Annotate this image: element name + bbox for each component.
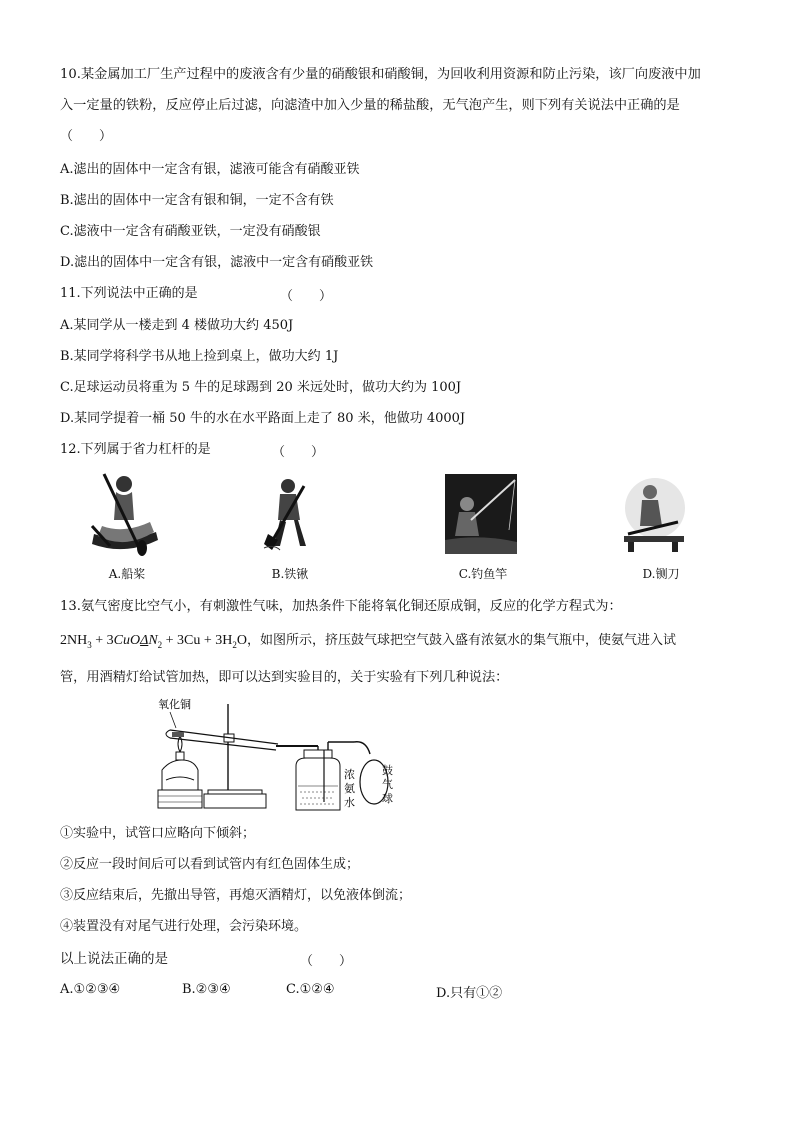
- q12-caption-c: C.钓鱼竿: [458, 567, 508, 581]
- paddle-illustration: [90, 470, 160, 556]
- label-copper-oxide: 氧化铜: [158, 698, 191, 711]
- q12-caption-d: D.铡刀: [642, 567, 680, 581]
- q13-stem-line1: 13.氨气密度比空气小，有刺激性气味，加热条件下能将氧化铜还原成铜，反应的化学方程式为：: [60, 599, 622, 614]
- eq-product-n: N: [148, 633, 158, 648]
- shovel-illustration: [260, 476, 320, 554]
- q13-answer-paren: （ ）: [300, 954, 353, 969]
- q13-statement-1: ①实验中，试管口应略向下倾斜；: [60, 826, 256, 841]
- eq-sub-2a: 2: [157, 639, 163, 650]
- q13-option-c: C.①②④: [286, 982, 335, 997]
- eq-sub-2b: 2: [232, 639, 237, 650]
- q11-option-d: D.某同学提着一桶 50 牛的水在水平路面上走了 80 米，他做功 4000J: [60, 411, 466, 426]
- eq-oxygen: O: [236, 633, 248, 648]
- q13-statement-2: ②反应一段时间后可以看到试管内有红色固体生成；: [60, 857, 360, 872]
- q10-option-a: A.滤出的固体中一定含有银，滤液可能含有硝酸亚铁: [60, 162, 360, 177]
- q10-option-c: C.滤液中一定含有硝酸亚铁，一定没有硝酸银: [60, 224, 321, 239]
- q12-caption-b: B.铁锹: [271, 567, 309, 581]
- q13-option-b: B.②③④: [182, 982, 231, 997]
- apparatus-diagram: [148, 694, 408, 812]
- eq-reactant-cuo: CuO: [113, 633, 141, 648]
- label-bulb-2: 气: [382, 778, 393, 791]
- fishing-rod-illustration: [445, 474, 517, 554]
- q10-stem-line1: 10.某金属加工厂生产过程中的废液含有少量的硝酸银和硝酸铜，为回收利用资源和防止污染，该厂向废液中加: [60, 67, 701, 82]
- eq-reactant-nh3: 2NH: [60, 633, 88, 648]
- q13-chemical-equation: [60, 629, 676, 650]
- q11-option-a: A.某同学从一楼走到 4 楼做功大约 450J: [60, 318, 294, 333]
- label-bulb-3: 球: [382, 792, 393, 805]
- q13-stem-line3: 管，用酒精灯给试管加热，即可以达到实验目的，关于实验有下列几种说法：: [60, 670, 509, 685]
- q13-option-a: A.①②③④: [60, 982, 121, 997]
- eq-sub-3: 3: [87, 639, 92, 650]
- eq-plus-3: + 3: [91, 633, 114, 648]
- q11-option-b: B.某同学将科学书从地上捡到桌上，做功大约 1J: [60, 349, 339, 364]
- label-ammonia-2: 氨: [344, 782, 355, 795]
- q11-stem: 11.下列说法中正确的是: [60, 286, 198, 301]
- label-bellows-bulb: [382, 764, 396, 806]
- q13-option-d: D.只有①②: [436, 986, 503, 1001]
- label-bulb-1: 鼓: [382, 764, 393, 777]
- q12-answer-paren: （ ）: [272, 445, 325, 460]
- q13-stem-line2-rest: ，如图所示，挤压鼓气球把空气鼓入盛有浓氨水的集气瓶中，使氨气进入试: [247, 633, 677, 648]
- q12-caption-a: A.船桨: [108, 567, 146, 581]
- q10-option-d: D.滤出的固体中一定含有银，滤液中一定含有硝酸亚铁: [60, 255, 374, 270]
- q10-answer-paren: （ ）: [60, 129, 113, 144]
- guillotine-cutter-illustration: [622, 474, 688, 554]
- q10-stem-line2: 入一定量的铁粉，反应停止后过滤，向滤渣中加入少量的稀盐酸，无气泡产生，则下列有关说法中正确的是: [60, 98, 680, 113]
- label-ammonia-1: 浓: [344, 768, 355, 781]
- q12-stem: 12.下列属于省力杠杆的是: [60, 442, 211, 457]
- q11-answer-paren: （ ）: [280, 289, 333, 304]
- q10-option-b: B.滤出的固体中一定含有银和铜，一定不含有铁: [60, 193, 334, 208]
- q11-option-c: C.足球运动员将重为 5 牛的足球踢到 20 米远处时，做功大约为 100J: [60, 380, 462, 395]
- eq-products: + 3Cu + 3H: [162, 633, 233, 648]
- q13-statement-4: ④装置没有对尾气进行处理，会污染环境。: [60, 919, 308, 934]
- q13-statement-3: ③反应结束后，先撤出导管，再熄灭酒精灯，以免液体倒流；: [60, 888, 412, 903]
- label-ammonia-3: 水: [344, 796, 355, 809]
- q13-stem: 以上说法正确的是: [60, 951, 168, 967]
- eq-delta: Δ: [140, 633, 149, 648]
